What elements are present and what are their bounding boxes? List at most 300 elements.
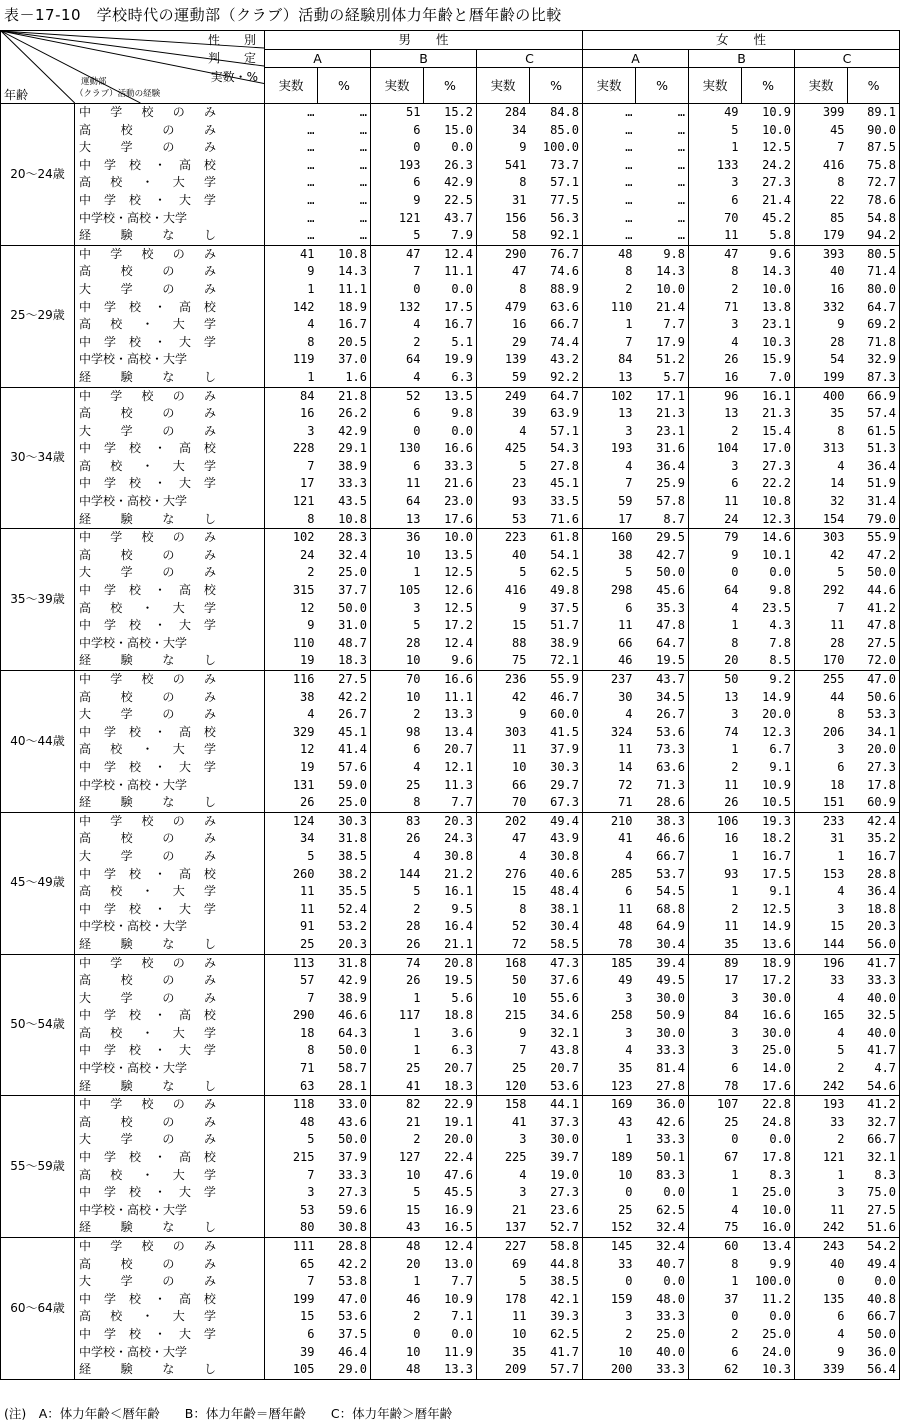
count-cell: 132 [371,299,424,317]
percent-cell: 37.9 [318,1149,371,1167]
experience-cell [75,706,265,724]
count-cell: 9 [477,600,530,618]
count-cell: 12 [265,600,318,618]
count-cell: 40 [795,263,848,281]
count-cell: 32 [795,493,848,511]
age-group [1,1238,900,1380]
percent-cell: 31.8 [318,954,371,972]
percent-cell: 33.3 [636,1131,689,1149]
experience-cell [75,139,265,157]
count-cell: 3 [689,316,742,334]
percent-cell: … [318,227,371,245]
count-cell: 25 [583,1202,636,1220]
percent-cell: 0.0 [742,1308,795,1326]
experience-label: 中 学 校 ・ 大 学 [79,476,216,491]
experience-cell [75,245,265,263]
percent-cell: 21.4 [742,192,795,210]
percent-cell: 13.0 [424,1256,477,1274]
count-cell: 4 [689,600,742,618]
table-row [1,1184,900,1202]
percent-cell: 36.4 [636,458,689,476]
count-cell: 196 [795,954,848,972]
count-cell: 249 [477,387,530,405]
experience-label: 中 学 校 ・ 大 学 [79,192,216,207]
percent-cell: 27.8 [530,458,583,476]
percent-cell: 63.6 [636,759,689,777]
percent-cell: 32.4 [636,1238,689,1256]
percent-cell: 17.2 [424,617,477,635]
experience-cell [75,759,265,777]
percent-cell: 28.8 [318,1238,371,1256]
percent-cell: 30.0 [530,1131,583,1149]
count-cell: 25 [265,936,318,954]
experience-cell [75,901,265,919]
experience-label: 中 学 校 の み [79,530,216,545]
percent-cell: … [318,192,371,210]
count-cell: 25 [689,1114,742,1132]
table-row [1,635,900,653]
percent-cell: 40.7 [636,1256,689,1274]
percent-cell: 57.1 [530,174,583,192]
count-cell: … [265,174,318,192]
percent-cell: 37.0 [318,351,371,369]
percent-cell: 42.1 [530,1291,583,1309]
age-group [1,812,900,954]
column-header: 実数 [265,68,318,104]
count-cell: 41 [583,830,636,848]
table-row [1,954,900,972]
count-cell: 28 [371,918,424,936]
count-cell: 206 [795,724,848,742]
percent-cell: 17.5 [424,299,477,317]
count-cell: 3 [583,1025,636,1043]
count-cell: 228 [265,440,318,458]
experience-label: 中 学 校 の み [79,1239,216,1253]
count-cell: 24 [265,547,318,565]
percent-cell: 13.5 [424,547,477,565]
age-group [1,104,900,246]
count-cell: 15 [265,1308,318,1326]
percent-cell: 68.8 [636,901,689,919]
count-cell: 111 [265,1238,318,1256]
percent-cell: 58.5 [530,936,583,954]
experience-label: 中学校・高校・大学 [79,919,188,934]
count-cell: 6 [795,759,848,777]
percent-cell: 37.6 [530,972,583,990]
count-cell: 416 [477,582,530,600]
percent-cell: 13.4 [742,1238,795,1256]
experience-cell [75,617,265,635]
table-row [1,104,900,122]
table-row [1,440,900,458]
experience-label: 高 校 ・ 大 学 [79,742,216,757]
percent-cell: 33.3 [848,972,900,990]
percent-cell: 15.9 [742,351,795,369]
count-cell: 93 [477,493,530,511]
count-cell: 113 [265,954,318,972]
count-cell: 41 [371,1078,424,1096]
count-cell: 14 [583,759,636,777]
table-row [1,759,900,777]
percent-cell: 27.5 [848,635,900,653]
experience-cell [75,263,265,281]
count-cell: 70 [477,794,530,812]
percent-cell: 49.5 [636,972,689,990]
percent-cell: 31.4 [848,493,900,511]
count-cell: 4 [795,883,848,901]
percent-cell: 21.2 [424,866,477,884]
percent-cell: 33.3 [318,475,371,493]
experience-label: 中 学 校 ・ 高 校 [79,1008,216,1023]
percent-cell: 44.6 [848,582,900,600]
count-cell: 225 [477,1149,530,1167]
percent-cell: 20.5 [318,334,371,352]
count-cell: 70 [371,671,424,689]
experience-label: 中 学 校 の み [79,105,216,119]
percent-cell: 11.1 [424,689,477,707]
percent-cell: 73.7 [530,157,583,175]
percent-cell: 17.0 [742,440,795,458]
count-cell: 10 [583,1344,636,1362]
table-row [1,582,900,600]
percent-cell: 22.4 [424,1149,477,1167]
age-group [1,529,900,671]
count-cell: 17 [689,972,742,990]
count-cell: 1 [795,1167,848,1185]
experience-cell [75,1256,265,1274]
experience-cell [75,794,265,812]
experience-cell [75,830,265,848]
table-row [1,174,900,192]
count-cell: 20 [689,652,742,670]
percent-cell: 25.0 [742,1184,795,1202]
percent-cell: 47.2 [848,547,900,565]
percent-cell: 41.5 [530,724,583,742]
percent-cell: 27.5 [318,671,371,689]
count-cell: 10 [371,547,424,565]
experience-label: 中 学 校 ・ 高 校 [79,724,216,739]
count-cell: 4 [795,1326,848,1344]
percent-cell: 51.9 [848,475,900,493]
count-cell: 3 [583,1308,636,1326]
experience-cell [75,1308,265,1326]
count-cell: 332 [795,299,848,317]
percent-cell: 50.0 [636,564,689,582]
percent-cell: 0.0 [424,139,477,157]
table-row [1,1078,900,1096]
percent-cell: 19.1 [424,1114,477,1132]
count-cell: 0 [371,423,424,441]
percent-cell: … [318,122,371,140]
percent-cell: 16.7 [318,316,371,334]
percent-cell: 72.7 [848,174,900,192]
count-cell: 200 [583,1361,636,1379]
percent-cell: 12.4 [424,1238,477,1256]
table-row [1,1202,900,1220]
percent-cell: 23.5 [742,600,795,618]
count-cell: 159 [583,1291,636,1309]
percent-cell: 80.5 [848,245,900,263]
table-row [1,529,900,547]
experience-label: 経 験 な し [79,369,216,384]
percent-cell: 50.6 [848,689,900,707]
experience-cell [75,1344,265,1362]
table-row [1,405,900,423]
count-cell: 3 [689,458,742,476]
percent-cell: 20.0 [424,1131,477,1149]
count-cell: 38 [583,547,636,565]
percent-cell: 54.6 [848,1078,900,1096]
table-row [1,547,900,565]
count-cell: 145 [583,1238,636,1256]
percent-cell: 14.3 [636,263,689,281]
count-cell: 4 [371,848,424,866]
count-cell: 2 [689,423,742,441]
percent-cell: 51.3 [848,440,900,458]
percent-cell: 3.6 [424,1025,477,1043]
count-cell: 6 [265,1326,318,1344]
age-cell: 40～44歳 [1,671,75,813]
percent-cell: 24.2 [742,157,795,175]
percent-cell: 16.0 [742,1219,795,1237]
percent-cell: 73.3 [636,741,689,759]
percent-cell: 55.6 [530,990,583,1008]
count-cell: 5 [689,122,742,140]
count-cell: 105 [265,1361,318,1379]
count-cell: 58 [477,227,530,245]
count-cell: 75 [477,652,530,670]
count-cell: 8 [477,901,530,919]
percent-cell: 9.6 [424,652,477,670]
count-cell: 15 [795,918,848,936]
percent-cell: 30.8 [318,1219,371,1237]
experience-cell [75,210,265,228]
count-cell: 4 [795,1025,848,1043]
experience-cell [75,954,265,972]
percent-cell: 49.4 [530,812,583,830]
count-cell: 236 [477,671,530,689]
column-header: % [636,68,689,104]
table-row [1,812,900,830]
experience-cell [75,652,265,670]
count-cell: 1 [371,564,424,582]
judgement-header: C [477,49,583,68]
count-cell: 292 [795,582,848,600]
count-cell: 10 [371,652,424,670]
count-cell: 21 [477,1202,530,1220]
percent-cell: 53.2 [318,918,371,936]
count-cell: 144 [371,866,424,884]
count-cell: 152 [583,1219,636,1237]
experience-label: 中 学 校 ・ 高 校 [79,1291,216,1306]
count-cell: 121 [265,493,318,511]
count-cell: 2 [795,1131,848,1149]
percent-cell: 88.9 [530,281,583,299]
experience-cell [75,1202,265,1220]
percent-cell: 20.3 [424,812,477,830]
table-row [1,493,900,511]
percent-cell: 63.6 [530,299,583,317]
count-cell: 1 [371,1025,424,1043]
count-cell: 25 [477,1060,530,1078]
count-cell: 8 [265,511,318,529]
experience-cell [75,1042,265,1060]
count-cell: 393 [795,245,848,263]
experience-label: 高 校 の み [79,547,216,562]
experience-label: 経 験 な し [79,936,216,951]
percent-cell: 49.8 [530,582,583,600]
count-cell: 7 [265,1273,318,1291]
experience-label: 中 学 校 ・ 大 学 [79,1185,216,1200]
count-cell: 9 [689,547,742,565]
percent-cell: 0.0 [636,1273,689,1291]
percent-cell: 30.0 [636,1025,689,1043]
table-row [1,369,900,387]
percent-cell: 16.1 [424,883,477,901]
table-row [1,1308,900,1326]
percent-cell: 25.0 [318,794,371,812]
count-cell: 8 [265,334,318,352]
count-cell: 1 [689,617,742,635]
percent-cell: 27.3 [848,759,900,777]
percent-cell: 7.7 [636,316,689,334]
experience-cell [75,883,265,901]
column-header: 実数 [477,68,530,104]
count-cell: 3 [795,901,848,919]
percent-cell: 92.1 [530,227,583,245]
count-cell: 178 [477,1291,530,1309]
percent-cell: 38.1 [530,901,583,919]
count-cell: 9 [795,316,848,334]
count-cell: 5 [371,227,424,245]
percent-cell: 27.3 [742,458,795,476]
count-cell: 2 [265,564,318,582]
percent-cell: 24.3 [424,830,477,848]
percent-cell: 27.3 [530,1184,583,1202]
count-cell: 33 [583,1256,636,1274]
percent-cell: 23.1 [636,423,689,441]
count-cell: 34 [265,830,318,848]
count-cell: 67 [689,1149,742,1167]
count-cell: 48 [583,245,636,263]
percent-cell: 66.7 [636,848,689,866]
female-header: 女 性 [583,31,900,50]
experience-cell [75,529,265,547]
percent-cell: … [636,227,689,245]
percent-cell: 12.5 [424,564,477,582]
percent-cell: 38.9 [530,635,583,653]
age-cell: 45～49歳 [1,812,75,954]
percent-cell: 19.0 [530,1167,583,1185]
count-cell: 2 [689,759,742,777]
experience-label: 高 校 の み [79,831,216,846]
count-cell: 30 [583,689,636,707]
percent-cell: 39.3 [530,1308,583,1326]
table-row [1,972,900,990]
age-cell: 30～34歳 [1,387,75,529]
count-cell: 10 [477,759,530,777]
percent-cell: 30.4 [636,936,689,954]
judgement-header: B [371,49,477,68]
percent-cell: 5.7 [636,369,689,387]
experience-label: 大 学 の み [79,140,216,155]
count-cell: 13 [689,689,742,707]
count-cell: 3 [583,990,636,1008]
count-cell: 313 [795,440,848,458]
percent-cell: 0.0 [742,564,795,582]
table-row [1,475,900,493]
percent-cell: 33.3 [318,1167,371,1185]
experience-label: 高 校 の み [79,406,216,421]
percent-cell: 6.3 [424,369,477,387]
table-row [1,387,900,405]
percent-cell: 32.9 [848,351,900,369]
count-cell: 6 [689,1060,742,1078]
count-cell: 120 [477,1078,530,1096]
experience-cell [75,866,265,884]
experience-cell [75,1025,265,1043]
column-header: % [742,68,795,104]
percent-cell: 51.7 [530,617,583,635]
percent-cell: 42.7 [636,547,689,565]
count-cell: 19 [265,759,318,777]
table-row [1,1256,900,1274]
count-cell: 13 [689,405,742,423]
count-cell: 3 [689,706,742,724]
count-cell: 285 [583,866,636,884]
table-row [1,227,900,245]
percent-cell: 94.2 [848,227,900,245]
count-cell: 15 [477,617,530,635]
count-cell: 2 [371,901,424,919]
count-cell: 8 [265,1042,318,1060]
count-cell: 105 [371,582,424,600]
percent-cell: 0.0 [848,1273,900,1291]
percent-cell: 7.0 [742,369,795,387]
count-cell: 6 [689,192,742,210]
experience-label: 中 学 校 ・ 高 校 [79,299,216,314]
experience-cell [75,689,265,707]
percent-cell: 30.8 [424,848,477,866]
count-cell: 0 [583,1184,636,1202]
count-cell: 339 [795,1361,848,1379]
percent-cell: 81.4 [636,1060,689,1078]
table-row [1,689,900,707]
percent-cell: 26.2 [318,405,371,423]
male-header: 男 性 [265,31,583,50]
percent-cell: 61.8 [530,529,583,547]
percent-cell: 19.5 [424,972,477,990]
percent-cell: 11.3 [424,777,477,795]
count-cell: 106 [689,812,742,830]
percent-cell: 47.0 [318,1291,371,1309]
percent-cell: 28.3 [318,529,371,547]
percent-cell: 20.3 [848,918,900,936]
percent-cell: 36.0 [848,1344,900,1362]
percent-cell: 30.0 [742,1025,795,1043]
table-row [1,1167,900,1185]
count-cell: 64 [689,582,742,600]
percent-cell: 18.8 [848,901,900,919]
count-cell: 46 [583,652,636,670]
percent-cell: 37.9 [530,741,583,759]
table-row [1,794,900,812]
percent-cell: 72.1 [530,652,583,670]
count-cell: 7 [477,1042,530,1060]
count-cell: 69 [477,1256,530,1274]
age-cell: 35～39歳 [1,529,75,671]
count-cell: 9 [371,192,424,210]
